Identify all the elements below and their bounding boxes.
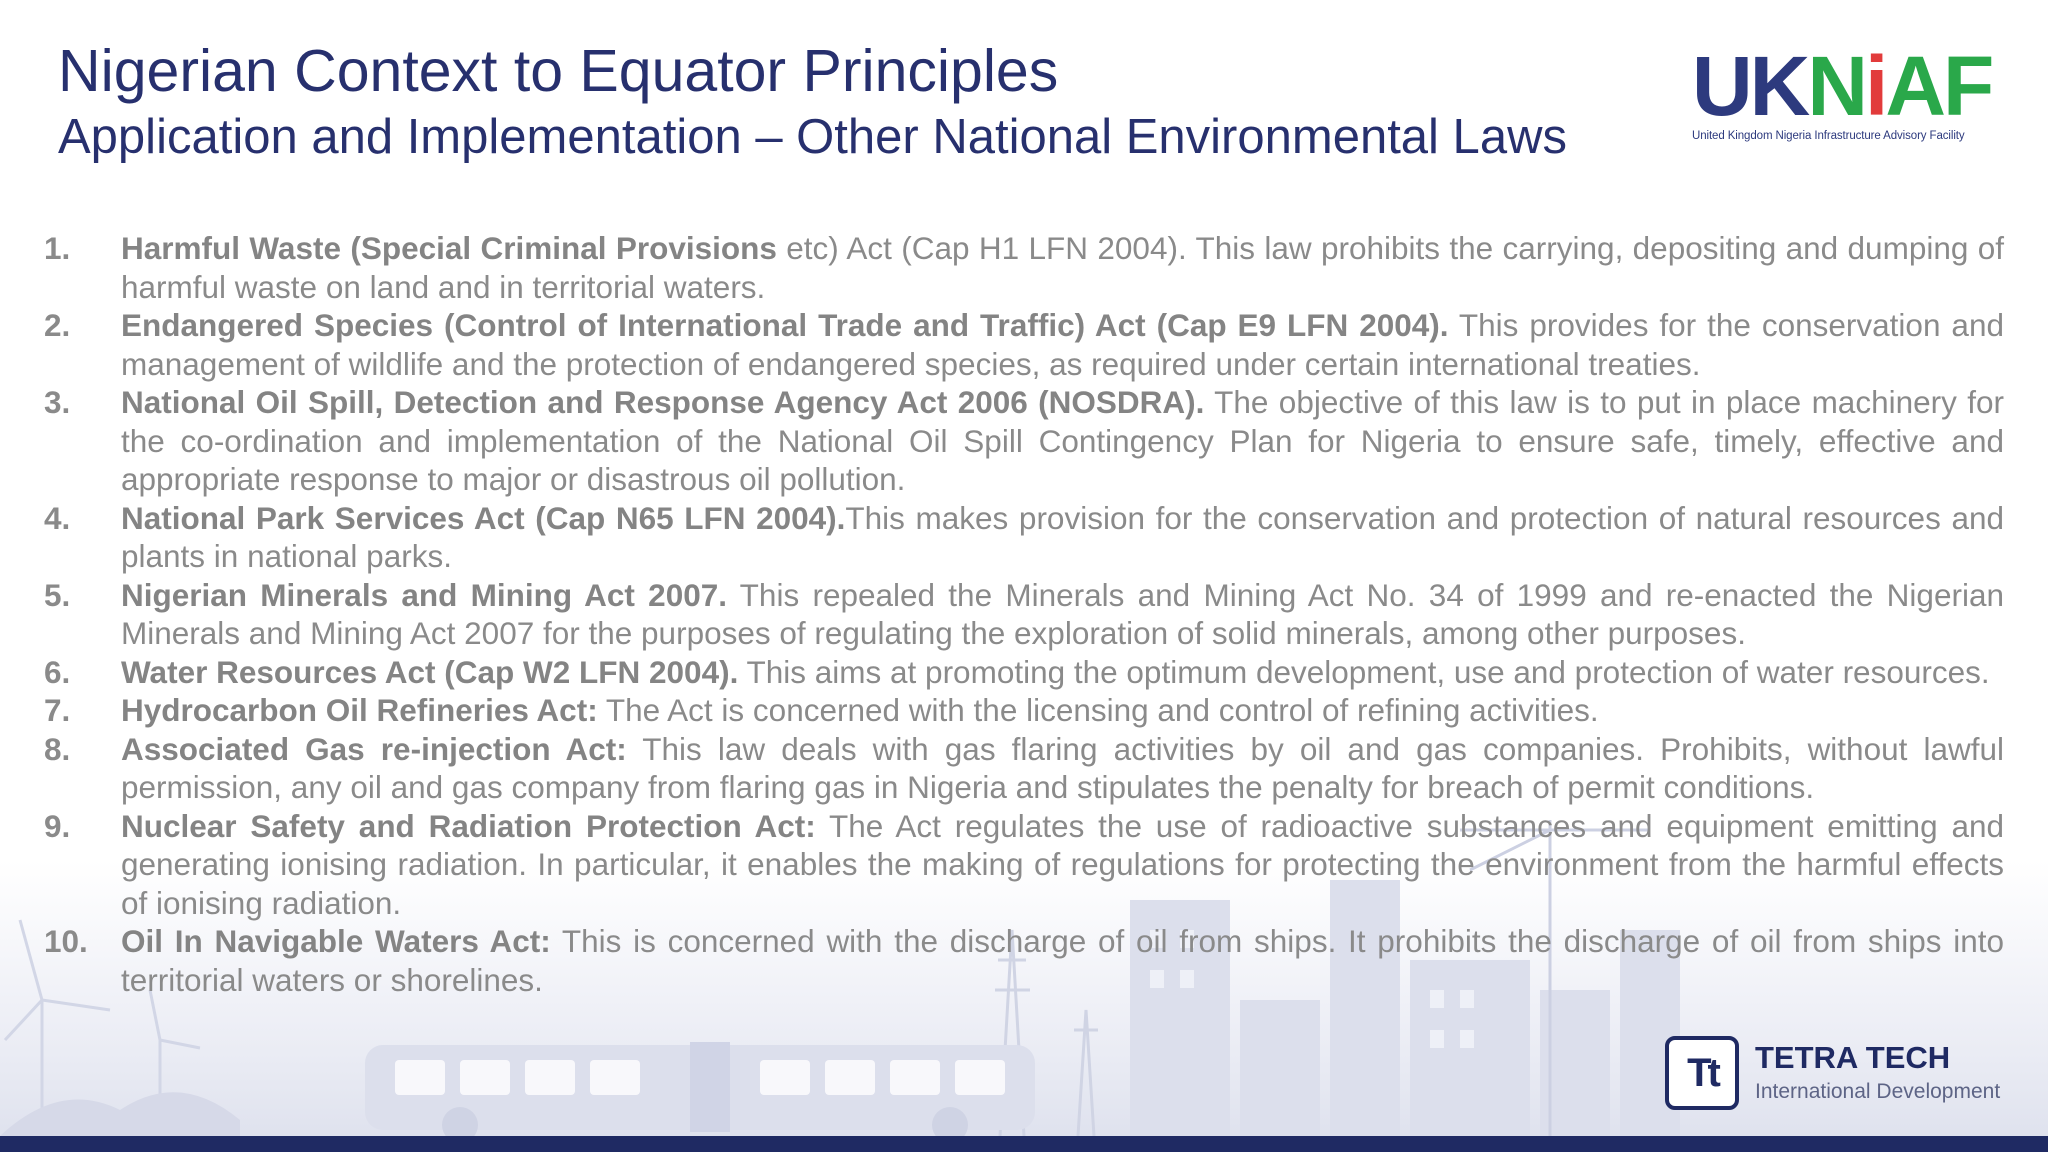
tetra-tech-mark-icon: Tt — [1665, 1036, 1739, 1110]
uknaf-logo-tagline: United Kingdom Nigeria Infrastructure Advisory Facility — [1692, 130, 1965, 142]
page-subtitle: Application and Implementation – Other National Environmental Laws — [58, 110, 1567, 164]
tetra-tech-logo — [1665, 1036, 2000, 1110]
list-item: 2. Endangered Species (Control of International Trade and Traffic) Act (Cap E9 LFN 2004). This provides for the conservation and management of wildlife and the protection of endangered species, as required under certain international treaties. — [44, 307, 2004, 382]
list-item: 6. Water Resources Act (Cap W2 LFN 2004). This aims at promoting the optimum development, use and protection of water resources. — [44, 653, 1990, 690]
laws-list — [44, 229, 2004, 999]
list-item: 7. Hydrocarbon Oil Refineries Act: The Act is concerned with the licensing and control of refining activities. — [44, 692, 1599, 728]
list-item: 4. National Park Services Act (Cap N65 LFN 2004).This makes provision for the conservation and protection of natural resources and plants in national parks. — [44, 499, 2004, 574]
tetra-tech-division: International Development — [1755, 1080, 2001, 1103]
uknaf-logo — [1692, 39, 1992, 142]
list-item: 8. Associated Gas re-injection Act: This law deals with gas flaring activities by oil and gas companies. Prohibits, without lawful permission, any oil and gas company from flaring gas in Nigeria and stipulates the penalty for breach of permit conditions. — [44, 730, 2005, 805]
tetra-tech-name: TETRA TECH — [1755, 1040, 1951, 1075]
list-item: 10. Oil In Navigable Waters Act: This is concerned with the discharge of oil from ships. It prohibits the discharge of oil from ships into territorial waters or shorelines. — [44, 923, 2004, 998]
uknaf-logo-wordmark: UKNiAF — [1692, 39, 1992, 133]
list-item: 9. Nuclear Safety and Radiation Protection Act: The Act regulates the use of radioactive substances and equipment emitting and generating ionising radiation. In particular, it enables the making of regulations for protecting the environment from the harmful effects of ionising radiation. — [44, 807, 2004, 921]
title-block — [58, 36, 1567, 168]
list-item: 5. Nigerian Minerals and Mining Act 2007. This repealed the Minerals and Mining Act No. 34 of 1999 and re-enacted the Nigerian Minerals and Mining Act 2007 for the purposes of regulating the exploration of solid minerals, among other purposes. — [44, 576, 2004, 651]
list-item: 3. National Oil Spill, Detection and Response Agency Act 2006 (NOSDRA). The objective of this law is to put in place machinery for the co-ordination and implementation of the National Oil Spill Contingency Plan for Nigeria to ensure safe, timely, effective and appropriate response to major or disastrous oil pollution. — [44, 384, 2004, 497]
page-title: Nigerian Context to Equator Principles — [58, 38, 1059, 104]
list-item: 1. Harmful Waste (Special Criminal Provisions etc) Act (Cap H1 LFN 2004). This law prohibits the carrying, depositing and dumping of harmful waste on land and in territorial waters. — [44, 230, 2004, 305]
footer-bar — [0, 1136, 2048, 1152]
